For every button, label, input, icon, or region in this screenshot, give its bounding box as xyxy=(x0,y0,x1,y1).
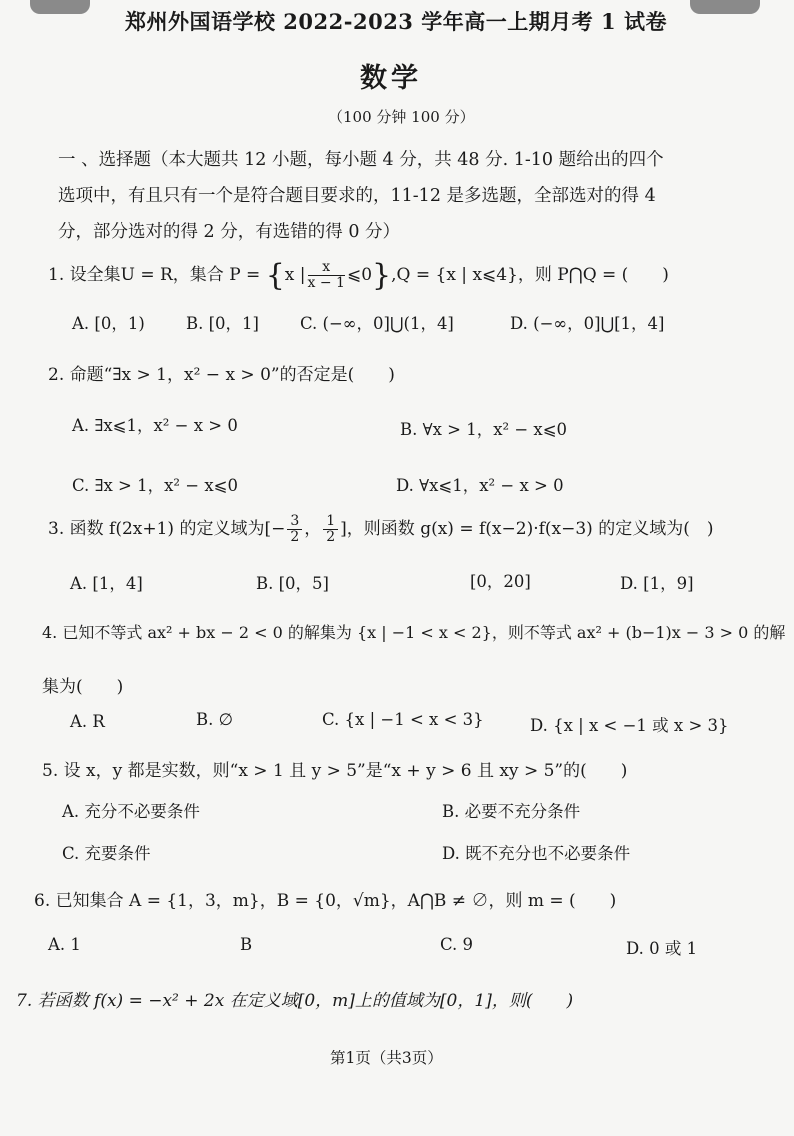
q1-option-b: B. [0，1] xyxy=(186,314,259,333)
q1-option-d: D. (−∞，0]⋃[1，4] xyxy=(510,314,665,333)
q6-option-a: A. 1 xyxy=(48,935,81,954)
question-5: 5. 设 x，y 都是实数，则“x > 1 且 y > 5”是“x + y > 6 且 xy > 5”的( ) xyxy=(42,761,628,781)
q1-option-c: C. (−∞，0]⋃(1，4] xyxy=(300,314,454,333)
q3-option-d: D. [1，9] xyxy=(620,574,694,593)
q5-option-d: D. 既不充分也不必要条件 xyxy=(442,844,631,863)
q3-option-a: A. [1，4] xyxy=(70,574,143,593)
q2-option-d: D. ∀x⩽1，x² − x > 0 xyxy=(396,476,564,495)
fraction: $\frac{1}{2}$ xyxy=(323,514,338,545)
q4-option-c: C. {x | −1 < x < 3} xyxy=(322,710,484,729)
q1-option-a: A. [0，1) xyxy=(72,314,145,333)
q2-option-b: B. ∀x > 1，x² − x⩽0 xyxy=(400,420,568,439)
question-7: 7. 若函数 f(x) = −x² + 2x 在定义域[0，m]上的值域为[0，1]，则( ) xyxy=(16,991,574,1011)
q5-option-b: B. 必要不充分条件 xyxy=(442,802,581,821)
section-instructions-line-2: 选项中，有且只有一个是符合题目要求的，11-12 是多选题，全部选对的得 4 xyxy=(58,186,656,206)
q5-option-a: A. 充分不必要条件 xyxy=(62,802,200,821)
section-instructions-line-3: 分，部分选对的得 2 分，有选错的得 0 分） xyxy=(58,222,401,242)
exam-title: 郑州外国语学校 2022-2023 学年高一上期月考 1 试卷 xyxy=(125,9,667,34)
q6-option-b: B xyxy=(240,935,253,954)
q4-option-b: B. ∅ xyxy=(196,710,233,729)
q3-option-b: B. [0，5] xyxy=(256,574,329,593)
question-4-continued: 集为( ) xyxy=(42,677,124,697)
q4-option-a: A. R xyxy=(70,712,105,731)
page-footer: 第1页（共3页） xyxy=(330,1049,443,1067)
section-instructions-line-1: 一 、选择题（本大题共 12 小题，每小题 4 分，共 48 分. 1-10 题给出的四个 xyxy=(58,150,664,170)
question-3: 3. 函数 f(2x+1) 的定义域为[− $\frac{3}{2}$ ， $\frac{1}{2}$ ]，则函数 g(x) = f(x−2)·f(x−3) 的定义域为( ) xyxy=(48,513,714,545)
q3-option-c: [0，20] xyxy=(470,572,531,591)
fraction: $\frac{x}{x - 1}$ xyxy=(307,259,345,291)
question-6: 6. 已知集合 A = {1，3，m}，B = {0，√m}，A⋂B ≠ ∅，则 m = ( ) xyxy=(34,891,617,911)
q4-option-d: D. {x | x < −1 或 x > 3} xyxy=(530,716,729,735)
q6-option-d: D. 0 或 1 xyxy=(626,939,698,958)
fraction: $\frac{3}{2}$ xyxy=(287,514,302,545)
scan-corner-right xyxy=(690,0,760,14)
question-1: 1. 设全集U = R，集合 P = {x | $\frac{x}{x - 1}$ ⩽0},Q = {x | x⩽4}，则 P⋂Q = ( ) xyxy=(48,258,669,293)
q2-option-c: C. ∃x > 1，x² − x⩽0 xyxy=(72,476,238,495)
exam-meta: （100 分钟 100 分） xyxy=(328,108,475,126)
q5-option-c: C. 充要条件 xyxy=(62,844,151,863)
question-2: 2. 命题“∃x > 1，x² − x > 0”的否定是( ) xyxy=(48,365,395,385)
q2-option-a: A. ∃x⩽1，x² − x > 0 xyxy=(72,416,238,435)
scan-corner-left xyxy=(30,0,90,14)
subject-title: 数学 xyxy=(360,63,422,94)
question-4: 4. 已知不等式 ax² + bx − 2 < 0 的解集为 {x | −1 < x < 2}，则不等式 ax² + (b−1)x − 3 > 0 的解 xyxy=(42,623,786,642)
q6-option-c: C. 9 xyxy=(440,935,474,954)
